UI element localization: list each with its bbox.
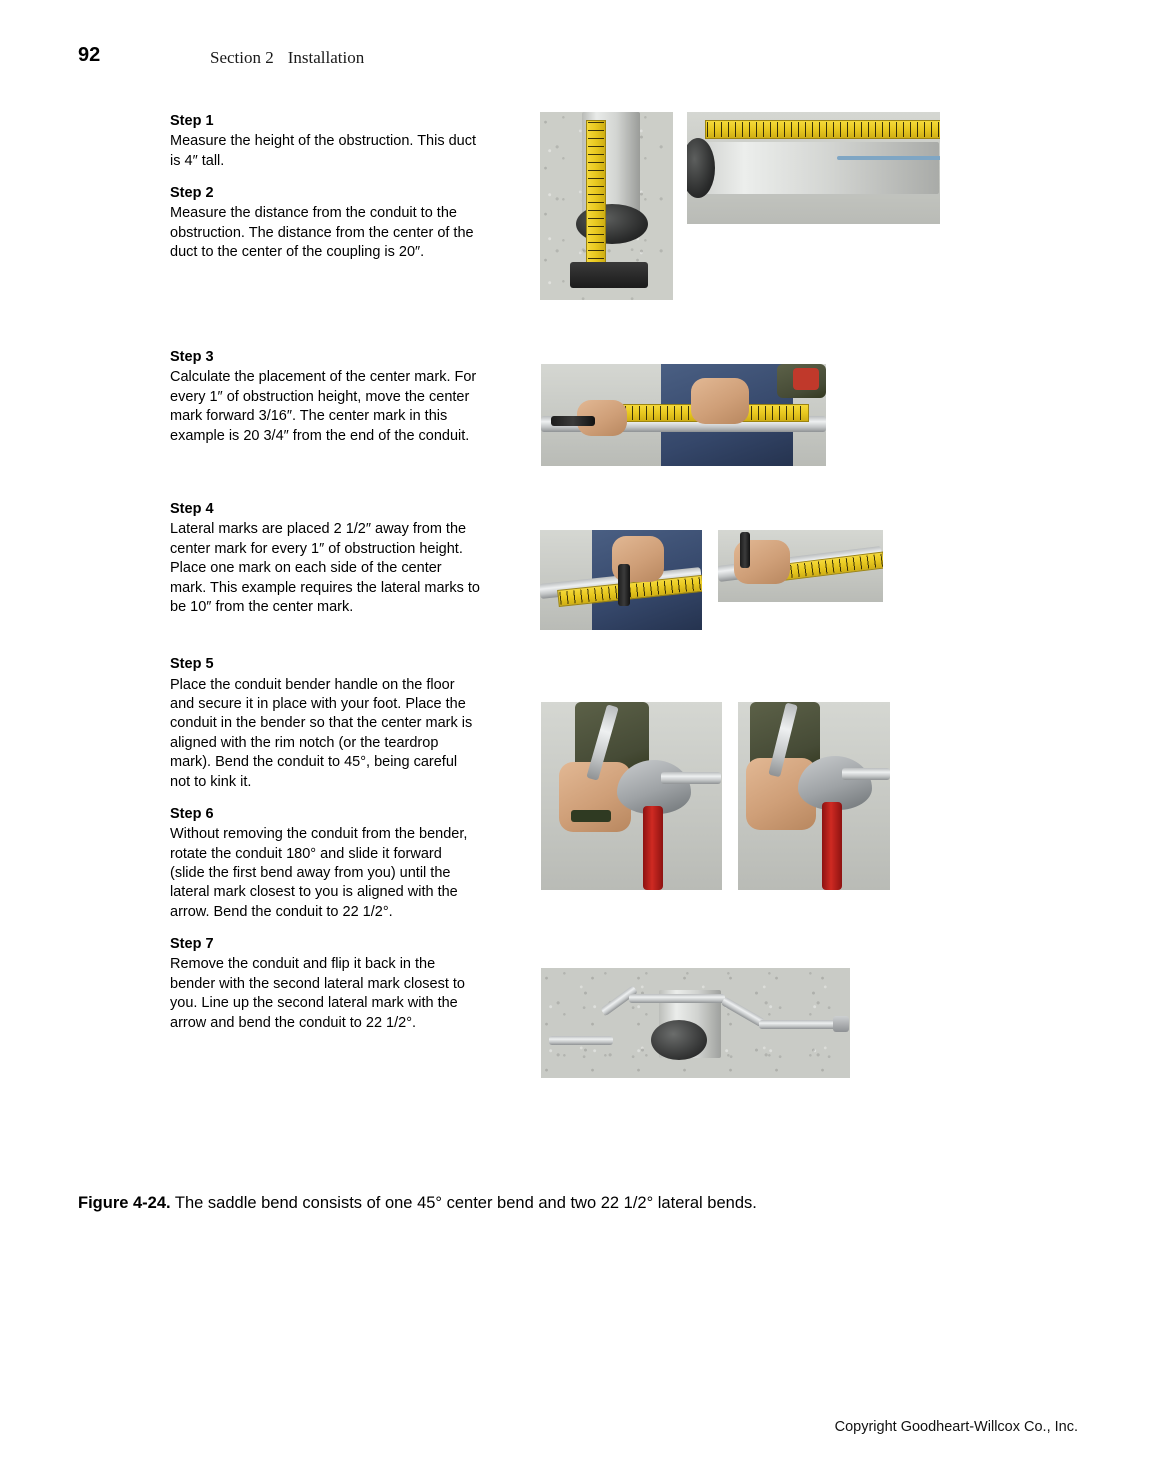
running-head-section: Section 2: [210, 48, 274, 67]
step-title-2: Step 2: [170, 184, 214, 201]
photo-step4-lateral-mark-left: [540, 530, 702, 630]
step-body-7: Remove the conduit and flip it back in the bender with the second lateral mark closest to you. Line up the second lateral mark with the arrow and bend the conduit to 22 1/2°.: [170, 956, 465, 1031]
photo-step7-finished-saddle: [541, 968, 850, 1078]
step-title-5: Step 5: [170, 656, 214, 673]
copyright-notice: Copyright Goodheart-Willcox Co., Inc.: [834, 1419, 1078, 1435]
running-head-chapter: Installation: [287, 48, 365, 67]
step-title-4: Step 4: [170, 501, 214, 518]
step-title-3: Step 3: [170, 349, 214, 366]
photo-step2-measure-distance: [687, 112, 940, 224]
step-title-1: Step 1: [170, 113, 214, 129]
spacer: [170, 617, 480, 655]
photo-step5-bend-45-b: [738, 702, 890, 890]
step-body-1: Measure the height of the obstruction. This duct is 4″ tall.: [170, 133, 477, 169]
figure-caption: [78, 1192, 1078, 1214]
figure-label: Figure 4-24.: [78, 1194, 171, 1212]
spacer: [170, 171, 480, 184]
spacer: [170, 446, 480, 500]
step-body-4: Lateral marks are placed 2 1/2″ away from the center mark for every 1″ of obstruction height. Place one mark on each side of the center mark. This example requires the lateral marks to be 10″ from the center mark.: [170, 521, 480, 615]
photo-step3-center-mark: [541, 364, 826, 466]
photo-step4-lateral-mark-right: [718, 530, 883, 602]
figure-photo-grid: [540, 0, 1140, 1100]
step-body-2: Measure the distance from the conduit to the obstruction. The distance from the center of the duct to the center of the coupling is 20″.: [170, 205, 474, 260]
spacer: [170, 792, 480, 805]
spacer: [170, 262, 480, 348]
step-body-5: Place the conduit bender handle on the floor and secure it in place with your foot. Place the conduit in the bender so that the center mark is aligned with the rim notch (or the teardrop mark). Bend the conduit to 45°, being careful not to kink it.: [170, 676, 473, 790]
step-block-7: [170, 935, 480, 1033]
step-body-3: Calculate the placement of the center mark. For every 1″ of obstruction height, move the center mark forward 3/16″. The center mark in this example is 20 3/4″ from the end of the conduit.: [170, 369, 477, 444]
step-block-4: [170, 500, 480, 617]
photo-step5-bend-45-a: [541, 702, 722, 890]
step-block-6: [170, 805, 480, 922]
step-block-2: [170, 184, 480, 262]
page-number: 92: [78, 44, 101, 66]
photo-step1-measure-duct-height: [540, 112, 673, 300]
step-block-5: [170, 655, 480, 792]
figure-caption-text: The saddle bend consists of one 45° center bend and two 22 1/2° lateral bends.: [170, 1194, 757, 1212]
step-body-6: Without removing the conduit from the bender, rotate the conduit 180° and slide it forward (slide the first bend away from you) until the lateral mark closest to you is aligned with the arrow. Bend the conduit to 22 1/2°.: [170, 826, 468, 920]
step-block-1: [170, 112, 480, 171]
step-title-7: Step 7: [170, 936, 214, 953]
running-head: [210, 48, 364, 68]
spacer: [170, 922, 480, 935]
step-block-3: [170, 348, 480, 446]
step-title-6: Step 6: [170, 806, 214, 823]
steps-column: [170, 112, 480, 1033]
